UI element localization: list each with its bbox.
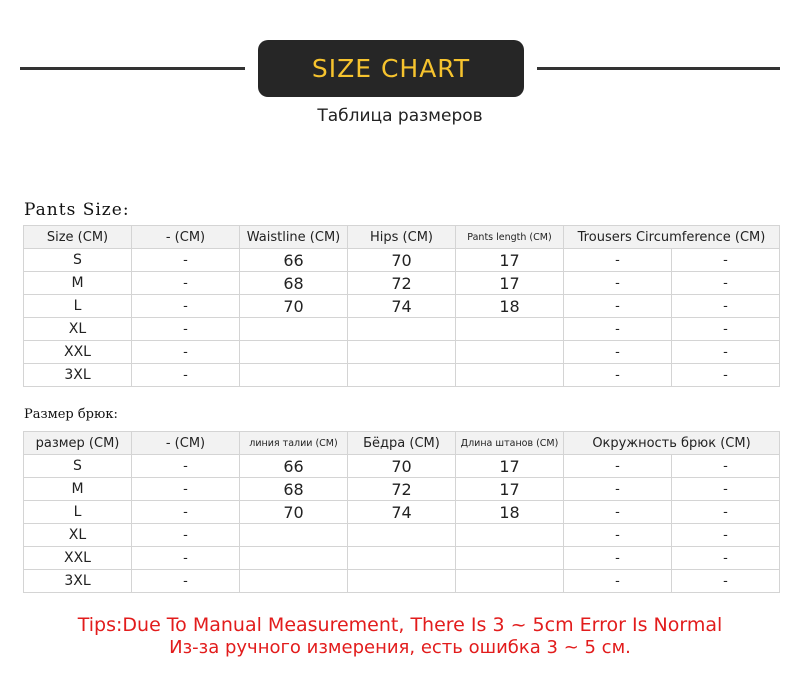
- table-cell: -: [672, 478, 780, 501]
- size-cell: L: [24, 501, 132, 524]
- table-cell: 72: [348, 272, 456, 295]
- table-cell: 17: [456, 478, 564, 501]
- table-cell: 17: [456, 272, 564, 295]
- table-row: [24, 272, 780, 295]
- table-cell: -: [564, 295, 672, 318]
- page-subtitle: Таблица размеров: [317, 106, 483, 126]
- header-cell: Бёдра (CM): [348, 432, 456, 455]
- table-cell: [348, 570, 456, 593]
- table-cell: [240, 364, 348, 387]
- table-cell: -: [672, 570, 780, 593]
- size-cell: S: [24, 249, 132, 272]
- header-cell: линия талии (CM): [240, 432, 348, 455]
- table-cell: -: [564, 341, 672, 364]
- table-cell: -: [132, 318, 240, 341]
- section-label-ru: Размер брюк:: [24, 407, 118, 422]
- table-cell: -: [132, 547, 240, 570]
- table-cell: [348, 341, 456, 364]
- table-cell: 70: [348, 249, 456, 272]
- table-cell: 68: [240, 478, 348, 501]
- header-cell: Длина штанов (CM): [456, 432, 564, 455]
- table-header-row: [24, 432, 780, 455]
- table-cell: -: [672, 318, 780, 341]
- table-cell: -: [132, 524, 240, 547]
- table-cell: -: [564, 364, 672, 387]
- table-cell: 70: [240, 295, 348, 318]
- table-row: [24, 501, 780, 524]
- table-cell: 18: [456, 501, 564, 524]
- table-cell: [240, 524, 348, 547]
- table-cell: -: [672, 295, 780, 318]
- header-cell: размер (CM): [24, 432, 132, 455]
- table-cell: -: [132, 249, 240, 272]
- table-cell: -: [132, 341, 240, 364]
- size-cell: XXL: [24, 341, 132, 364]
- header-cell: Waistline (CM): [240, 226, 348, 249]
- header-cell: Trousers Circumference (CM): [564, 226, 780, 249]
- table-cell: -: [564, 547, 672, 570]
- size-table-en: [23, 225, 780, 387]
- table-row: [24, 478, 780, 501]
- header-cell: - (CM): [132, 432, 240, 455]
- tips-note-ru: Из-за ручного измерения, есть ошибка 3 ~ 5 см.: [169, 637, 631, 658]
- table-cell: [456, 364, 564, 387]
- table-cell: 68: [240, 272, 348, 295]
- size-cell: XL: [24, 318, 132, 341]
- table-cell: [240, 547, 348, 570]
- table-row: [24, 318, 780, 341]
- table-cell: [348, 318, 456, 341]
- table-cell: [348, 524, 456, 547]
- table-row: [24, 249, 780, 272]
- table-row: [24, 341, 780, 364]
- size-cell: M: [24, 478, 132, 501]
- table-cell: [456, 524, 564, 547]
- page-title: SIZE CHART: [311, 54, 471, 83]
- table-header-row: [24, 226, 780, 249]
- table-row: [24, 455, 780, 478]
- table-cell: -: [672, 501, 780, 524]
- table-cell: 74: [348, 501, 456, 524]
- tips-note-en: Tips:Due To Manual Measurement, There Is 3 ~ 5cm Error Is Normal: [77, 614, 723, 636]
- table-cell: -: [672, 524, 780, 547]
- table-cell: -: [564, 249, 672, 272]
- table-row: [24, 570, 780, 593]
- table-cell: 70: [240, 501, 348, 524]
- size-cell: 3XL: [24, 364, 132, 387]
- title-badge: [258, 40, 524, 97]
- table-cell: [456, 570, 564, 593]
- table-cell: -: [672, 272, 780, 295]
- size-table-ru: [23, 431, 780, 593]
- table-cell: 17: [456, 455, 564, 478]
- table-row: [24, 547, 780, 570]
- table-cell: [240, 570, 348, 593]
- table-cell: -: [672, 455, 780, 478]
- table-cell: -: [564, 570, 672, 593]
- size-cell: M: [24, 272, 132, 295]
- table-cell: -: [672, 249, 780, 272]
- table-cell: [348, 547, 456, 570]
- table-cell: -: [564, 455, 672, 478]
- header-cell: Hips (CM): [348, 226, 456, 249]
- size-cell: XL: [24, 524, 132, 547]
- table-cell: -: [564, 478, 672, 501]
- table-cell: -: [564, 272, 672, 295]
- table-cell: 72: [348, 478, 456, 501]
- table-cell: -: [672, 341, 780, 364]
- table-cell: -: [132, 455, 240, 478]
- size-cell: S: [24, 455, 132, 478]
- table-cell: -: [564, 524, 672, 547]
- table-cell: 18: [456, 295, 564, 318]
- table-cell: [456, 341, 564, 364]
- table-cell: [348, 364, 456, 387]
- section-label-en: Pants Size:: [24, 200, 130, 220]
- header-divider-right: [537, 67, 780, 70]
- header-cell: Окружность брюк (CM): [564, 432, 780, 455]
- table-cell: [456, 318, 564, 341]
- table-cell: 17: [456, 249, 564, 272]
- table-cell: -: [564, 501, 672, 524]
- size-cell: L: [24, 295, 132, 318]
- table-cell: -: [132, 364, 240, 387]
- table-cell: [240, 318, 348, 341]
- header-cell: - (CM): [132, 226, 240, 249]
- table-row: [24, 295, 780, 318]
- header-cell: Size (CM): [24, 226, 132, 249]
- table-cell: -: [672, 547, 780, 570]
- table-cell: -: [132, 272, 240, 295]
- table-cell: 66: [240, 455, 348, 478]
- header-cell: Pants length (CM): [456, 226, 564, 249]
- size-cell: 3XL: [24, 570, 132, 593]
- table-cell: 66: [240, 249, 348, 272]
- table-cell: 74: [348, 295, 456, 318]
- size-cell: XXL: [24, 547, 132, 570]
- table-row: [24, 524, 780, 547]
- table-row: [24, 364, 780, 387]
- table-cell: -: [132, 570, 240, 593]
- table-cell: -: [132, 501, 240, 524]
- table-cell: -: [132, 295, 240, 318]
- table-cell: -: [132, 478, 240, 501]
- header-divider-left: [20, 67, 245, 70]
- table-cell: [456, 547, 564, 570]
- table-cell: -: [564, 318, 672, 341]
- table-cell: -: [672, 364, 780, 387]
- table-cell: [240, 341, 348, 364]
- table-cell: 70: [348, 455, 456, 478]
